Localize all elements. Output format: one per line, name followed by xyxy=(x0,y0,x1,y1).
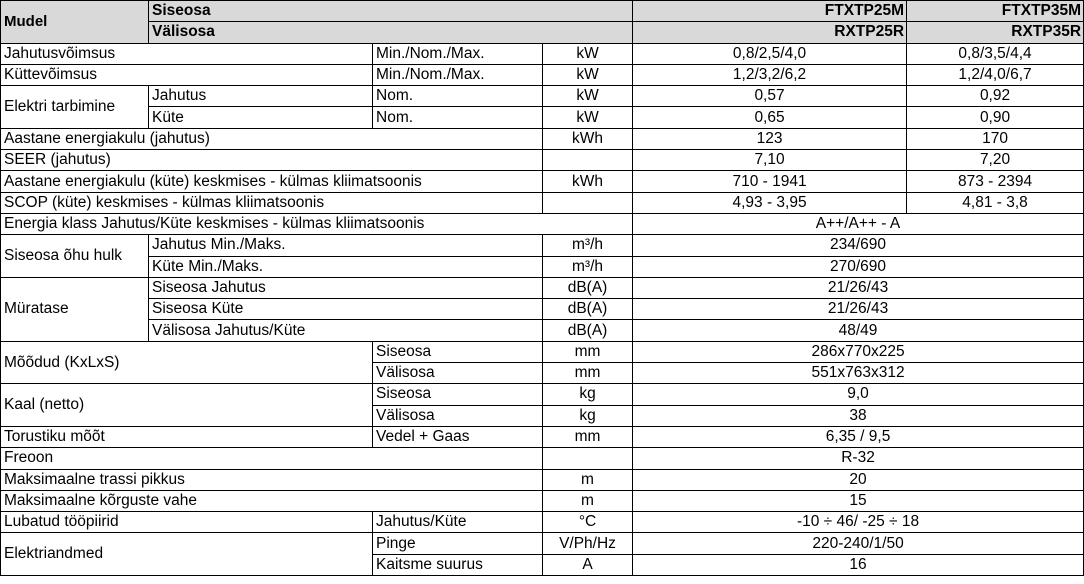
table-row xyxy=(1,86,1084,107)
unit-cell: kW xyxy=(543,107,633,128)
unit-cell: kW xyxy=(543,64,633,85)
row-sublabel: Nom. xyxy=(373,86,543,107)
value-cell: 48/49 xyxy=(633,320,1084,341)
outdoor-model-2: RXTP35R xyxy=(907,22,1084,43)
unit-cell: kWh xyxy=(543,171,633,192)
table-row xyxy=(1,256,1084,277)
table-row xyxy=(1,512,1084,533)
row-label: Mõõdud (KxLxS) xyxy=(1,341,373,384)
value-cell: 220-240/1/50 xyxy=(633,533,1084,554)
unit-cell: dB(A) xyxy=(543,277,633,298)
table-row xyxy=(1,192,1084,213)
value-cell: -10 ÷ 46/ -25 ÷ 18 xyxy=(633,512,1084,533)
unit-cell: kW xyxy=(543,43,633,64)
indoor-model-1: FTXTP25M xyxy=(633,1,907,22)
value-cell: 38 xyxy=(633,405,1084,426)
row-sublabel: Siseosa xyxy=(373,384,543,405)
unit-cell: m³/h xyxy=(543,256,633,277)
value-cell: 16 xyxy=(633,554,1084,575)
value-cell: 551x763x312 xyxy=(633,363,1084,384)
table-row xyxy=(1,384,1084,405)
model-label: Mudel xyxy=(1,1,149,44)
value-cell: 873 - 2394 xyxy=(907,171,1084,192)
value-cell: 0,8/3,5/4,4 xyxy=(907,43,1084,64)
row-sublabel: Välisosa xyxy=(373,405,543,426)
row-label: Jahutusvõimsus xyxy=(1,43,373,64)
table-row xyxy=(1,128,1084,149)
table-row xyxy=(1,490,1084,511)
unit-cell: dB(A) xyxy=(543,320,633,341)
table-row xyxy=(1,448,1084,469)
unit-cell: V/Ph/Hz xyxy=(543,533,633,554)
row-sublabel: Jahutus/Küte xyxy=(373,512,543,533)
unit-cell xyxy=(543,150,633,171)
table-row xyxy=(1,469,1084,490)
row-sublabel: Nom. xyxy=(373,107,543,128)
row-label: Freoon xyxy=(1,448,543,469)
row-label: Elektriandmed xyxy=(1,533,373,576)
unit-cell: kW xyxy=(543,86,633,107)
value-cell: 0,8/2,5/4,0 xyxy=(633,43,907,64)
value-cell: A++/A++ - A xyxy=(633,213,1084,234)
unit-cell: mm xyxy=(543,426,633,447)
unit-cell: mm xyxy=(543,341,633,362)
unit-cell: mm xyxy=(543,363,633,384)
row-sublabel: Min./Nom./Max. xyxy=(373,43,543,64)
table-row xyxy=(1,341,1084,362)
indoor-model-2: FTXTP35M xyxy=(907,1,1084,22)
value-cell: 7,20 xyxy=(907,150,1084,171)
row-sublabel: Vedel + Gaas xyxy=(373,426,543,447)
row-label: SEER (jahutus) xyxy=(1,150,543,171)
outdoor-unit-label: Välisosa xyxy=(149,22,633,43)
table-row xyxy=(1,235,1084,256)
row-label: Energia klass Jahutus/Küte keskmises - külmas kliimatsoonis xyxy=(1,213,633,234)
outdoor-model-1: RXTP25R xyxy=(633,22,907,43)
value-cell: 21/26/43 xyxy=(633,299,1084,320)
value-cell: 234/690 xyxy=(633,235,1084,256)
row-label: SCOP (küte) keskmises - külmas kliimatsoonis xyxy=(1,192,543,213)
row-sublabel: Siseosa Küte xyxy=(149,299,543,320)
row-label: Torustiku mõõt xyxy=(1,426,373,447)
row-label: Müratase xyxy=(1,277,149,341)
value-cell: 21/26/43 xyxy=(633,277,1084,298)
table-row xyxy=(1,533,1084,554)
value-cell: 1,2/4,0/6,7 xyxy=(907,64,1084,85)
value-cell: 1,2/3,2/6,2 xyxy=(633,64,907,85)
unit-cell: A xyxy=(543,554,633,575)
row-sublabel: Min./Nom./Max. xyxy=(373,64,543,85)
value-cell: 15 xyxy=(633,490,1084,511)
row-label: Elektri tarbimine xyxy=(1,86,149,129)
value-cell: 4,93 - 3,95 xyxy=(633,192,907,213)
table-row xyxy=(1,43,1084,64)
row-label: Aastane energiakulu (jahutus) xyxy=(1,128,543,149)
value-cell: 0,65 xyxy=(633,107,907,128)
unit-cell xyxy=(543,192,633,213)
row-label: Lubatud tööpiirid xyxy=(1,512,373,533)
unit-cell: °C xyxy=(543,512,633,533)
unit-cell: kWh xyxy=(543,128,633,149)
table-row xyxy=(1,213,1084,234)
table-row xyxy=(1,150,1084,171)
row-sublabel: Jahutus Min./Maks. xyxy=(149,235,543,256)
row-label: Aastane energiakulu (küte) keskmises - külmas kliimatsoonis xyxy=(1,171,543,192)
unit-cell: kg xyxy=(543,384,633,405)
value-cell: 0,90 xyxy=(907,107,1084,128)
value-cell: 9,0 xyxy=(633,384,1084,405)
value-cell: 7,10 xyxy=(633,150,907,171)
row-label: Maksimaalne trassi pikkus xyxy=(1,469,543,490)
row-sublabel: Välisosa Jahutus/Küte xyxy=(149,320,543,341)
row-sublabel: Välisosa xyxy=(373,363,543,384)
value-cell: 710 - 1941 xyxy=(633,171,907,192)
value-cell: 6,35 / 9,5 xyxy=(633,426,1084,447)
indoor-unit-label: Siseosa xyxy=(149,1,633,22)
row-sublabel: Siseosa xyxy=(373,341,543,362)
value-cell: 4,81 - 3,8 xyxy=(907,192,1084,213)
value-cell: 270/690 xyxy=(633,256,1084,277)
value-cell: 123 xyxy=(633,128,907,149)
row-sublabel: Kaitsme suurus xyxy=(373,554,543,575)
table-row xyxy=(1,277,1084,298)
row-sublabel: Pinge xyxy=(373,533,543,554)
value-cell: 0,92 xyxy=(907,86,1084,107)
table-row xyxy=(1,320,1084,341)
header-row-indoor xyxy=(1,1,1084,22)
unit-cell: m xyxy=(543,469,633,490)
row-label: Küttevõimsus xyxy=(1,64,373,85)
unit-cell: m xyxy=(543,490,633,511)
value-cell: 0,57 xyxy=(633,86,907,107)
table-row xyxy=(1,64,1084,85)
header-row-outdoor xyxy=(1,22,1084,43)
row-label: Kaal (netto) xyxy=(1,384,373,427)
value-cell: 170 xyxy=(907,128,1084,149)
unit-cell: dB(A) xyxy=(543,299,633,320)
table-row xyxy=(1,107,1084,128)
unit-cell: m³/h xyxy=(543,235,633,256)
unit-cell xyxy=(543,448,633,469)
row-sublabel: Küte Min./Maks. xyxy=(149,256,543,277)
unit-cell: kg xyxy=(543,405,633,426)
value-cell: R-32 xyxy=(633,448,1084,469)
row-label: Maksimaalne kõrguste vahe xyxy=(1,490,543,511)
value-cell: 20 xyxy=(633,469,1084,490)
value-cell: 286x770x225 xyxy=(633,341,1084,362)
row-label: Siseosa õhu hulk xyxy=(1,235,149,278)
table-row xyxy=(1,299,1084,320)
row-sublabel: Küte xyxy=(149,107,373,128)
row-sublabel: Siseosa Jahutus xyxy=(149,277,543,298)
table-row xyxy=(1,171,1084,192)
table-row xyxy=(1,426,1084,447)
row-sublabel: Jahutus xyxy=(149,86,373,107)
